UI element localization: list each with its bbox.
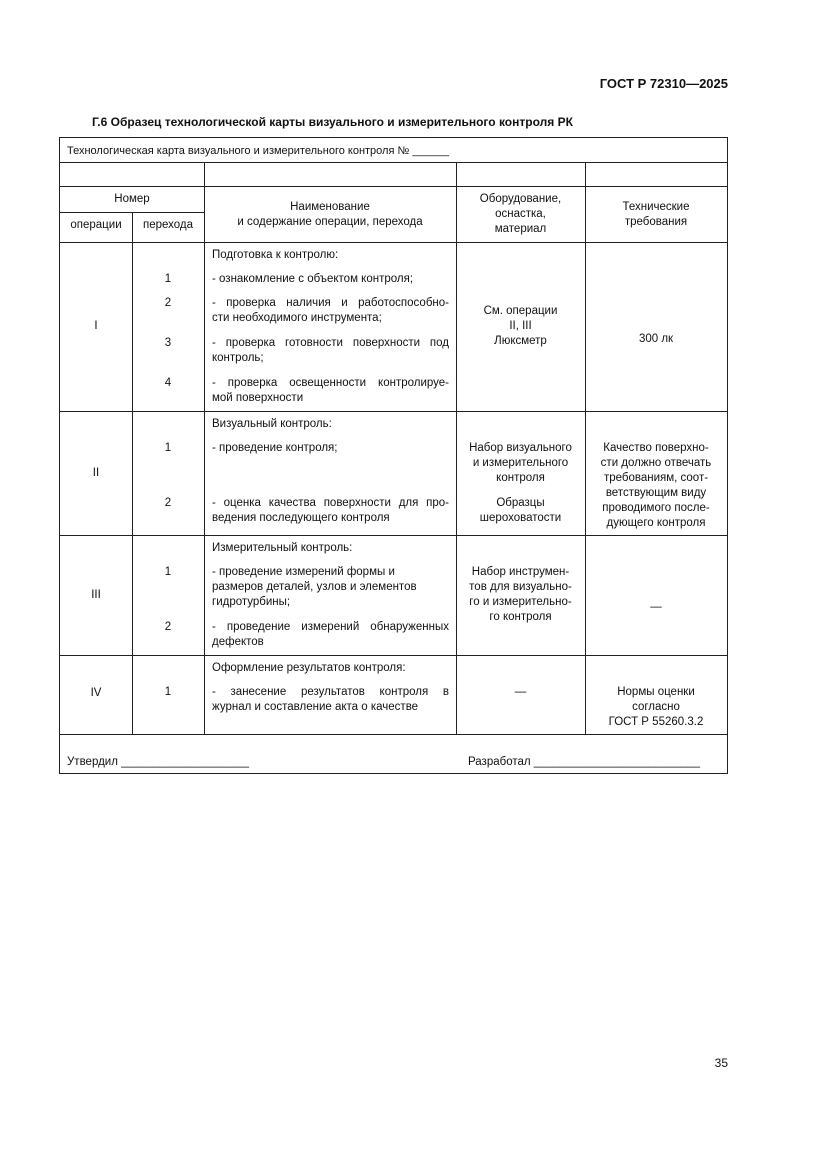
equipment-cell: Набор инструмен- тов для визуально- го и измерительно- го контроля	[469, 566, 572, 623]
row-divider	[60, 734, 727, 735]
header-requirements: Технические требования	[622, 201, 690, 228]
transition-number: 1	[164, 273, 172, 285]
operation-heading: Подготовка к контролю:	[212, 249, 339, 261]
equipment-cell: Образцы шероховатости	[479, 497, 562, 524]
transition-number: 2	[164, 497, 172, 509]
row-divider	[60, 242, 727, 243]
requirements-cell: Нормы оценки согласно ГОСТ Р 55260.3.2	[608, 686, 704, 728]
requirements-cell: 300 лк	[638, 333, 674, 345]
step-text: - проведение контроля;	[212, 442, 338, 454]
row-divider	[60, 162, 727, 163]
operation-number: IV	[90, 687, 102, 699]
card-title: Технологическая карта визуального и измерительного контроля № ______	[67, 145, 450, 157]
section-title: Г.6 Образец технологической карты визуального и измерительного контроля РК	[92, 115, 573, 129]
header-transition: перехода	[142, 219, 194, 231]
transition-number: 1	[164, 566, 172, 578]
technological-card-table	[59, 137, 728, 774]
row-divider	[60, 411, 727, 412]
transition-number: 1	[164, 686, 172, 698]
equipment-cell: См. операции II, III Люксметр	[483, 305, 558, 347]
header-equipment: Оборудование, оснастка, материал	[479, 193, 562, 235]
column-divider	[132, 212, 133, 734]
step-text: - проверка наличия и работоспособно- сти необходимого инструмента;	[212, 297, 449, 324]
operation-number: I	[94, 320, 98, 332]
operation-number: II	[92, 467, 100, 479]
equipment-cell: —	[514, 686, 527, 698]
step-text: - проверка освещенности контролируе- мой поверхности	[212, 377, 449, 404]
operation-number: III	[91, 589, 101, 601]
row-divider	[60, 535, 727, 536]
row-divider	[60, 186, 727, 187]
transition-number: 2	[164, 297, 172, 309]
step-text: - занесение результатов контроля в журнал и составление акта о качестве	[212, 686, 449, 713]
requirements-cell: —	[650, 601, 662, 613]
operation-heading: Визуальный контроль:	[212, 418, 332, 430]
operation-heading: Оформление результатов контроля:	[212, 662, 406, 674]
step-text: - ознакомление с объектом контроля;	[212, 273, 414, 285]
transition-number: 2	[164, 621, 172, 633]
document-code: ГОСТ Р 72310—2025	[599, 76, 728, 91]
header-operation: операции	[70, 219, 122, 231]
developed-signature: Разработал __________________________	[468, 756, 701, 768]
page-number: 35	[714, 1056, 728, 1070]
approved-signature: Утвердил ____________________	[67, 756, 250, 768]
operation-heading: Измерительный контроль:	[212, 542, 353, 554]
transition-number: 1	[164, 442, 172, 454]
step-text: - проведение измерений обнаруженных дефектов	[212, 621, 449, 648]
column-divider	[204, 162, 205, 734]
transition-number: 4	[164, 377, 172, 389]
step-text: - проведение измерений формы и размеров деталей, узлов и элементов гидротурбины;	[212, 566, 417, 608]
header-number: Номер	[114, 193, 150, 205]
equipment-cell: Набор визуального и измерительного контроля	[469, 442, 572, 484]
requirements-cell: Качество поверхно- сти должно отвечать требованиям, соот- ветствующим виду проводимого после- дующего контроля	[600, 442, 712, 529]
row-divider	[60, 655, 727, 656]
header-name: Наименование и содержание операции, перехода	[237, 201, 423, 228]
step-text: - проверка готовности поверхности под контроль;	[212, 337, 449, 364]
step-text: - оценка качества поверхности для про- ведения последующего контроля	[212, 497, 449, 524]
transition-number: 3	[164, 337, 172, 349]
